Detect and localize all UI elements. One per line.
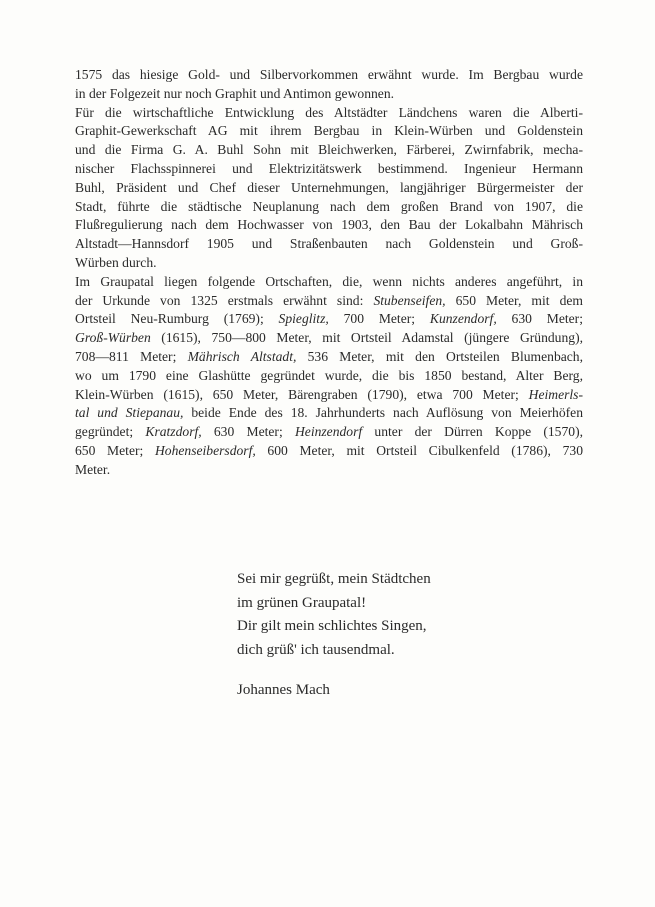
text-line: Graphit-Gewerkschaft AG mit ihrem Bergbau in Klein-Würben und Goldenstein [75,123,583,139]
text-line: der Urkunde von 1325 erstmals erwähnt sind: Stubenseifen, 650 Meter, mit dem [75,292,584,308]
text-line: in der Folgezeit nur noch Graphit und Antimon gewonnen. [75,85,395,101]
poem-line: Sei mir gegrüßt, mein Städtchen [237,571,431,587]
text-line: 650 Meter; Hohenseibersdorf, 600 Meter, mit Ortsteil Cibulkenfeld (1786), 730 [75,442,583,458]
poem-line: Dir gilt mein schlichtes Singen, [237,618,427,635]
text-line: Im Graupatal liegen folgende Ortschaften, die, wenn nichts anderes angeführt, in [75,273,583,289]
poem-verse [237,568,431,662]
text-line: Klein-Würben (1615), 650 Meter, Bärengraben (1790), etwa 700 Meter; Heimerls- [75,386,583,402]
text-line: nischer Flachsspinnerei und Elektrizitätswerk bestimmend. Ingenieur Hermann [75,160,583,176]
text-line: und die Firma G. A. Buhl Sohn mit Bleichwerken, Färberei, Zwirnfabrik, mecha- [75,142,583,158]
poem-line: im grünen Graupatal! [237,594,367,611]
text-line: wo um 1790 eine Glashütte gegründet wurde, die bis 1850 bestand, Alter Berg, [75,367,583,383]
text-line: 1575 das hiesige Gold- und Silbervorkommen erwähnt wurde. Im Bergbau wurde [75,67,583,82]
text-line: Groß-Würben (1615), 750—800 Meter, mit Ortsteil Adamstal (jüngere Gründung), [75,330,583,346]
text-line: Meter. [75,461,111,477]
text-line: Flußregulierung nach dem Hochwasser von 1903, den Bau der Lokalbahn Mährisch [75,217,583,233]
poem-author: Johannes Mach [237,682,330,698]
text-line: Altstadt—Hannsdorf 1905 und Straßenbauten nach Goldenstein und Groß- [75,236,583,252]
text-line: Buhl, Präsident und Chef dieser Unternehmungen, langjähriger Bürgermeister der [75,179,583,195]
text-line: Stadt, führte die städtische Neuplanung nach dem großen Brand von 1907, die [75,198,583,214]
body-text [75,66,583,480]
text-line: tal und Stiepanau, beide Ende des 18. Jahrhunderts nach Auflösung von Meierhöfen [75,405,583,421]
text-line: Würben durch. [75,254,157,270]
text-line: gegründet; Kratzdorf, 630 Meter; Heinzendorf unter der Dürren Koppe (1570), [75,424,583,440]
text-line: Ortsteil Neu-Rumburg (1769); Spieglitz, 700 Meter; Kunzendorf, 630 Meter; [75,311,583,327]
poem-line: dich grüß' ich tausendmal. [237,641,395,658]
text-line: 708—811 Meter; Mährisch Altstadt, 536 Meter, mit den Ortsteilen Blumenbach, [75,348,583,364]
text-line: Für die wirtschaftliche Entwicklung des Altstädter Ländchens waren die Alberti- [75,104,583,120]
